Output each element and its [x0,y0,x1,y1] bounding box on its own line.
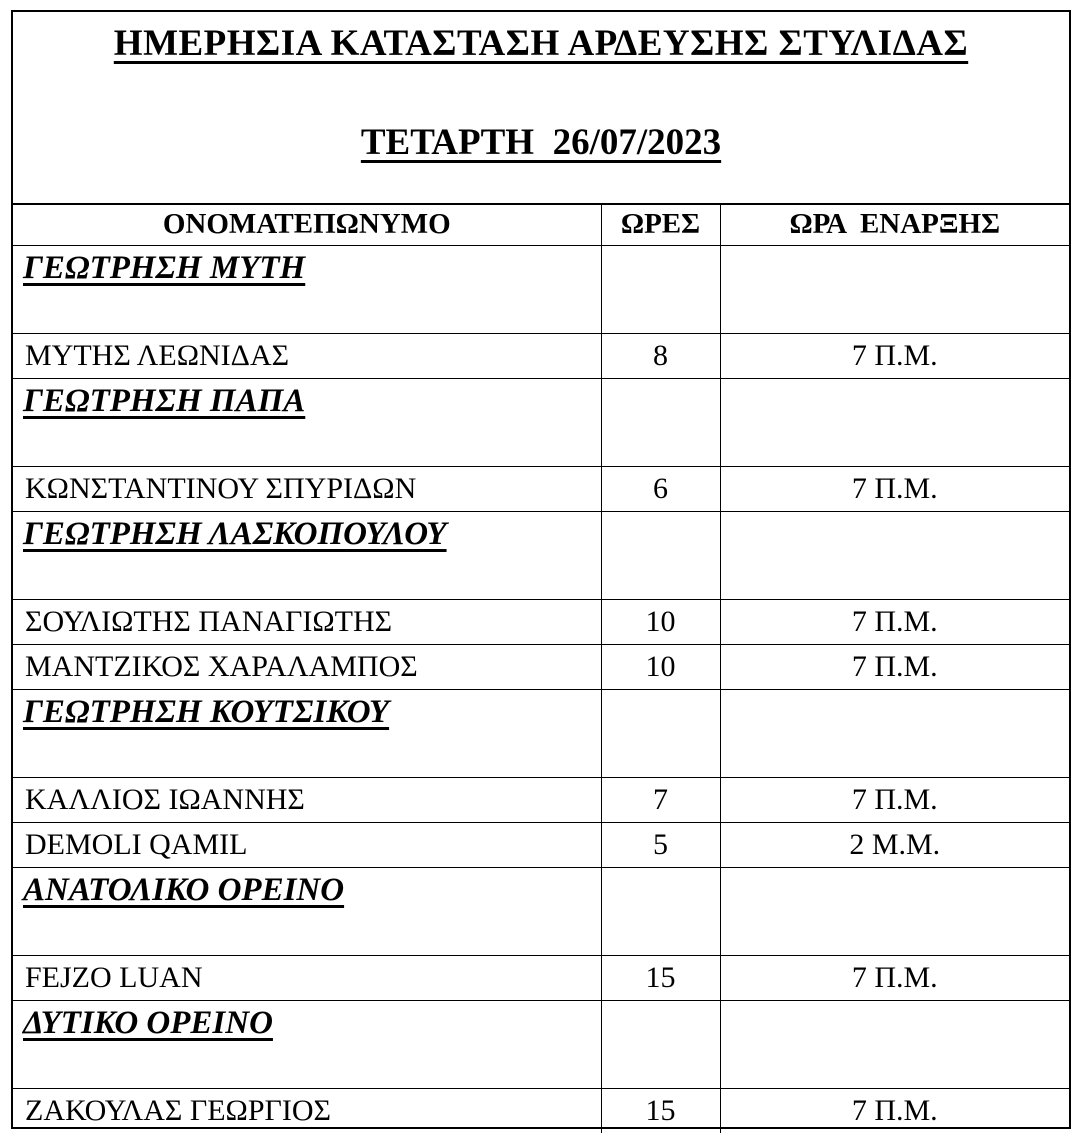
group-header-row [13,689,1069,777]
table-row [13,644,1069,689]
group-header-row [13,378,1069,466]
person-name: ΖΑΚΟΥΛΑΣ ΓΕΩΡΓΙΟΣ [13,1088,601,1133]
person-start-time: 7 Π.Μ. [720,1088,1069,1133]
table-row [13,333,1069,378]
group-header-row [13,245,1069,333]
group-empty-cell [720,378,1069,466]
table-row [13,777,1069,822]
person-name: DEMOLI QAMIL [13,822,601,867]
report-date: ΤΕΤΑΡΤΗ 26/07/2023 [360,122,722,163]
person-name: ΜΑΝΤΖΙΚΟΣ ΧΑΡΑΛΑΜΠΟΣ [13,644,601,689]
person-hours: 5 [601,822,720,867]
person-start-time: 7 Π.Μ. [720,777,1069,822]
table-row [13,822,1069,867]
person-name: ΣΟΥΛΙΩΤΗΣ ΠΑΝΑΓΙΩΤΗΣ [13,599,601,644]
group-header-row [13,1000,1069,1088]
roster-body [13,245,1069,1133]
person-hours: 15 [601,955,720,1000]
group-empty-cell [720,689,1069,777]
irrigation-roster-table [13,205,1069,1133]
report-header [13,12,1069,205]
group-empty-cell [601,867,720,955]
group-empty-cell [601,378,720,466]
group-empty-cell [720,867,1069,955]
person-hours: 6 [601,466,720,511]
column-header-hours: ΩΡΕΣ [601,205,720,245]
person-hours: 7 [601,777,720,822]
group-label: ΓΕΩΤΡΗΣΗ ΛΑΣΚΟΠΟΥΛΟΥ [23,515,447,552]
group-header-row [13,511,1069,599]
group-label: ΑΝΑΤΟΛΙΚΟ ΟΡΕΙΝΟ [23,871,345,908]
group-empty-cell [720,1000,1069,1088]
person-hours: 8 [601,333,720,378]
group-header-row [13,867,1069,955]
group-label: ΓΕΩΤΡΗΣΗ ΜΥΤΗ [23,249,306,286]
group-empty-cell [601,511,720,599]
person-start-time: 2 Μ.Μ. [720,822,1069,867]
group-label: ΓΕΩΤΡΗΣΗ ΚΟΥΤΣΙΚΟΥ [23,693,390,730]
person-name: FEJZO LUAN [13,955,601,1000]
person-hours: 10 [601,599,720,644]
person-hours: 15 [601,1088,720,1133]
group-empty-cell [601,1000,720,1088]
group-label: ΓΕΩΤΡΗΣΗ ΠΑΠΑ [23,382,306,419]
irrigation-report-sheet [11,10,1071,1129]
person-start-time: 7 Π.Μ. [720,466,1069,511]
table-row [13,955,1069,1000]
person-start-time: 7 Π.Μ. [720,955,1069,1000]
table-row [13,599,1069,644]
table-header-row [13,205,1069,245]
person-name: ΜΥΤΗΣ ΛΕΩΝΙΔΑΣ [13,333,601,378]
table-row [13,466,1069,511]
column-header-name: ΟΝΟΜΑΤΕΠΩΝΥΜΟ [13,205,601,245]
group-empty-cell [720,245,1069,333]
column-header-start-time: ΩΡΑ ΕΝΑΡΞΗΣ [720,205,1069,245]
person-start-time: 7 Π.Μ. [720,333,1069,378]
group-label: ΔΥΤΙΚΟ ΟΡΕΙΝΟ [23,1004,273,1041]
group-empty-cell [720,511,1069,599]
person-name: ΚΩΝΣΤΑΝΤΙΝΟΥ ΣΠΥΡΙΔΩΝ [13,466,601,511]
person-start-time: 7 Π.Μ. [720,644,1069,689]
person-name: ΚΑΛΛΙΟΣ ΙΩΑΝΝΗΣ [13,777,601,822]
group-empty-cell [601,245,720,333]
table-row [13,1088,1069,1133]
person-start-time: 7 Π.Μ. [720,599,1069,644]
person-hours: 10 [601,644,720,689]
group-empty-cell [601,689,720,777]
report-title: ΗΜΕΡΗΣΙΑ ΚΑΤΑΣΤΑΣΗ ΑΡΔΕΥΣΗΣ ΣΤΥΛΙΔΑΣ [113,23,969,64]
